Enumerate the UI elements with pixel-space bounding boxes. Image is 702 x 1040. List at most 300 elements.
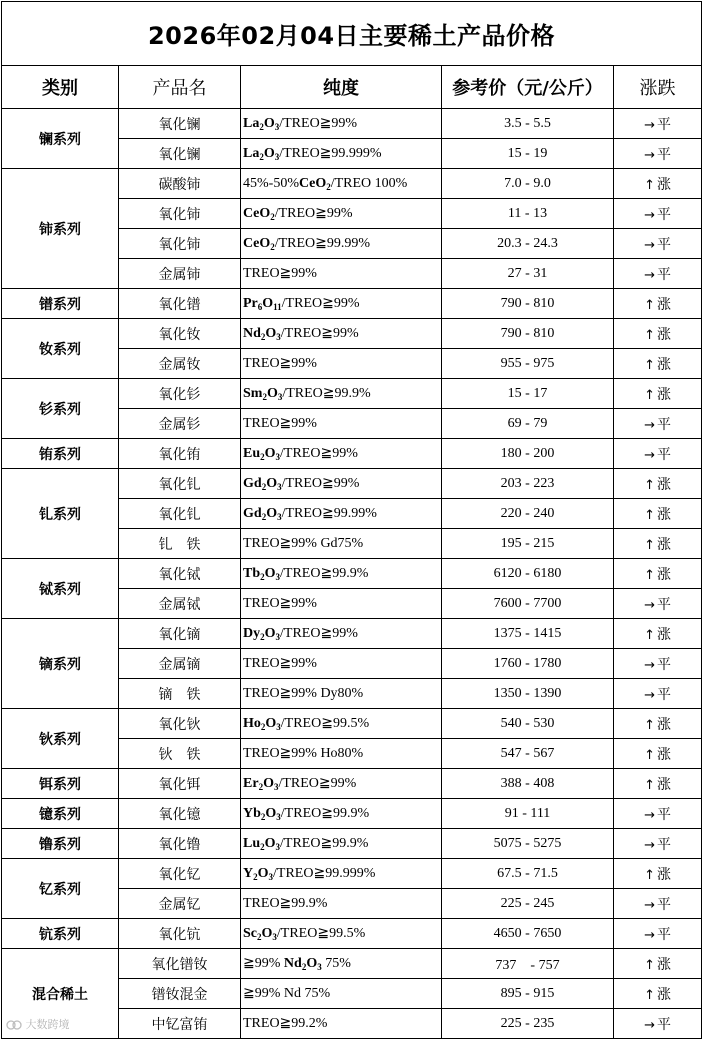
formula-subscript: 11 bbox=[273, 302, 282, 312]
right-arrow-icon: → bbox=[644, 447, 655, 463]
purity-text: /TREO≧99.999% bbox=[273, 866, 376, 881]
price-cell: 7600 - 7700 bbox=[442, 589, 614, 619]
price-cell: 955 - 975 bbox=[442, 349, 614, 379]
trend-cell bbox=[614, 829, 702, 859]
table-row bbox=[2, 379, 702, 409]
up-arrow-icon: ↑ bbox=[644, 357, 655, 373]
price-cell: 5075 - 5275 bbox=[442, 829, 614, 859]
category-cell: 钆系列 bbox=[2, 469, 119, 559]
table-header-row bbox=[2, 66, 702, 109]
purity-text: /TREO≧99% bbox=[279, 116, 358, 131]
price-cell: 180 - 200 bbox=[442, 439, 614, 469]
trend-cell bbox=[614, 859, 702, 889]
product-cell: 金属钕 bbox=[119, 349, 241, 379]
trend-label: 平 bbox=[656, 206, 671, 223]
table-row bbox=[2, 469, 702, 499]
trend-label: 涨 bbox=[656, 776, 671, 793]
trend-label: 平 bbox=[656, 896, 671, 913]
purity-text: TREO≧99.2% bbox=[243, 1016, 328, 1031]
category-cell: 镧系列 bbox=[2, 109, 119, 169]
category-cell: 混合稀土 bbox=[2, 949, 119, 1039]
price-cell: 203 - 223 bbox=[442, 469, 614, 499]
purity-cell bbox=[241, 109, 442, 139]
right-arrow-icon: → bbox=[644, 267, 655, 283]
trend-cell bbox=[614, 229, 702, 259]
formula-subscript: 3 bbox=[277, 392, 283, 402]
formula-symbol: Lu bbox=[243, 836, 261, 851]
product-cell: 氧化镧 bbox=[119, 139, 241, 169]
formula-subscript: 3 bbox=[277, 512, 282, 522]
header-purity: 纯度 bbox=[241, 66, 442, 109]
formula-symbol: O bbox=[263, 146, 275, 161]
formula-symbol: O bbox=[263, 116, 275, 131]
table-row bbox=[2, 769, 702, 799]
price-cell: 1350 - 1390 bbox=[442, 679, 614, 709]
formula-symbol: La bbox=[243, 146, 260, 161]
purity-text: TREO≧99% bbox=[243, 266, 317, 281]
formula-symbol: Eu bbox=[243, 446, 261, 461]
header-product: 产品名 bbox=[119, 66, 241, 109]
table-row bbox=[2, 169, 702, 199]
purity-text: /TREO≧99% bbox=[281, 296, 360, 311]
product-cell: 金属铈 bbox=[119, 259, 241, 289]
formula-subscript: 2 bbox=[260, 812, 266, 822]
formula-symbol: Y bbox=[243, 866, 254, 881]
purity-text: /TREO≧99.999% bbox=[279, 146, 382, 161]
price-cell: 91 - 111 bbox=[442, 799, 614, 829]
formula-subscript: 2 bbox=[260, 332, 266, 342]
trend-cell bbox=[614, 379, 702, 409]
price-cell: 69 - 79 bbox=[442, 409, 614, 439]
formula-symbol: CeO bbox=[243, 236, 271, 251]
formula-symbol: Nd bbox=[243, 326, 261, 341]
purity-cell bbox=[241, 889, 442, 919]
watermark-text: 大数跨境 bbox=[25, 1018, 70, 1031]
product-cell: 钬 铁 bbox=[119, 739, 241, 769]
table-row bbox=[2, 109, 702, 139]
category-cell: 镨系列 bbox=[2, 289, 119, 319]
table-row bbox=[2, 949, 702, 979]
price-cell: 225 - 235 bbox=[442, 1009, 614, 1039]
right-arrow-icon: → bbox=[644, 837, 655, 853]
category-cell: 铕系列 bbox=[2, 439, 119, 469]
purity-text: /TREO≧99% bbox=[274, 206, 353, 221]
purity-text: TREO≧99% Dy80% bbox=[243, 686, 364, 701]
trend-cell bbox=[614, 769, 702, 799]
product-cell: 氧化铒 bbox=[119, 769, 241, 799]
product-cell: 氧化铽 bbox=[119, 559, 241, 589]
formula-subscript: 2 bbox=[259, 122, 264, 132]
right-arrow-icon: → bbox=[644, 117, 655, 133]
right-arrow-icon: → bbox=[644, 807, 655, 823]
header-category: 类别 bbox=[2, 66, 119, 109]
product-cell: 氧化镨钕 bbox=[119, 949, 241, 979]
formula-subscript: 2 bbox=[326, 181, 331, 192]
trend-label: 涨 bbox=[656, 356, 671, 373]
purity-cell bbox=[241, 469, 442, 499]
table-row bbox=[2, 559, 702, 589]
product-cell: 氧化钬 bbox=[119, 709, 241, 739]
up-arrow-icon: ↑ bbox=[644, 717, 655, 733]
right-arrow-icon: → bbox=[644, 207, 655, 223]
purity-text: /TREO≧99.5% bbox=[280, 716, 370, 731]
trend-cell bbox=[614, 139, 702, 169]
trend-label: 平 bbox=[656, 116, 671, 133]
product-cell: 氧化镥 bbox=[119, 829, 241, 859]
table-row bbox=[2, 859, 702, 889]
product-cell: 氧化钪 bbox=[119, 919, 241, 949]
trend-label: 平 bbox=[656, 836, 671, 853]
product-cell: 金属铽 bbox=[119, 589, 241, 619]
trend-cell bbox=[614, 169, 702, 199]
trend-label: 涨 bbox=[656, 626, 671, 643]
price-cell: 737 - 757 bbox=[442, 949, 614, 979]
formula-subscript: 3 bbox=[277, 482, 282, 492]
price-cell: 547 - 567 bbox=[442, 739, 614, 769]
product-cell: 镨钕混金 bbox=[119, 979, 241, 1009]
price-cell: 15 - 17 bbox=[442, 379, 614, 409]
up-arrow-icon: ↑ bbox=[644, 747, 655, 763]
price-cell: 67.5 - 71.5 bbox=[442, 859, 614, 889]
formula-subscript: 3 bbox=[275, 632, 281, 642]
formula-symbol: Er bbox=[243, 776, 259, 791]
formula-symbol: CeO bbox=[299, 175, 327, 191]
product-cell: 金属钐 bbox=[119, 409, 241, 439]
trend-label: 涨 bbox=[656, 536, 671, 553]
table-row bbox=[2, 289, 702, 319]
table-row bbox=[2, 319, 702, 349]
formula-subscript: 2 bbox=[257, 932, 262, 942]
trend-cell bbox=[614, 349, 702, 379]
product-cell: 钆 铁 bbox=[119, 529, 241, 559]
trend-label: 涨 bbox=[656, 386, 671, 403]
product-cell: 氧化钕 bbox=[119, 319, 241, 349]
purity-cell bbox=[241, 619, 442, 649]
purity-cell bbox=[241, 229, 442, 259]
trend-label: 涨 bbox=[656, 716, 671, 733]
up-arrow-icon: ↑ bbox=[644, 867, 655, 883]
price-cell: 27 - 31 bbox=[442, 259, 614, 289]
up-arrow-icon: ↑ bbox=[644, 987, 655, 1003]
header-trend: 涨跌 bbox=[614, 66, 702, 109]
trend-label: 涨 bbox=[656, 296, 671, 313]
formula-subscript: 2 bbox=[258, 782, 264, 792]
trend-label: 涨 bbox=[656, 956, 671, 973]
category-cell: 镥系列 bbox=[2, 829, 119, 859]
price-cell: 11 - 13 bbox=[442, 199, 614, 229]
purity-text: ≧99% Nd 75% bbox=[243, 986, 331, 1001]
formula-symbol: O bbox=[265, 806, 277, 821]
formula-subscript: 2 bbox=[262, 392, 267, 402]
up-arrow-icon: ↑ bbox=[644, 537, 655, 553]
formula-subscript: 2 bbox=[260, 842, 265, 852]
product-cell: 中钇富铕 bbox=[119, 1009, 241, 1039]
purity-text: TREO≧99% bbox=[243, 656, 317, 671]
formula-symbol: Gd bbox=[243, 506, 262, 521]
category-cell: 铈系列 bbox=[2, 169, 119, 289]
formula-symbol: Pr bbox=[243, 296, 258, 311]
up-arrow-icon: ↑ bbox=[644, 177, 655, 193]
up-arrow-icon: ↑ bbox=[644, 297, 655, 313]
trend-cell bbox=[614, 409, 702, 439]
price-cell: 540 - 530 bbox=[442, 709, 614, 739]
purity-cell bbox=[241, 679, 442, 709]
product-cell: 氧化钆 bbox=[119, 499, 241, 529]
trend-cell bbox=[614, 439, 702, 469]
formula-symbol: Dy bbox=[243, 626, 261, 641]
purity-text: /TREO≧99.5% bbox=[276, 926, 366, 941]
product-cell: 氧化钐 bbox=[119, 379, 241, 409]
trend-cell bbox=[614, 1009, 702, 1039]
purity-cell bbox=[241, 829, 442, 859]
right-arrow-icon: → bbox=[644, 657, 655, 673]
price-cell: 220 - 240 bbox=[442, 499, 614, 529]
trend-cell bbox=[614, 199, 702, 229]
formula-symbol: O bbox=[264, 446, 276, 461]
trend-cell bbox=[614, 709, 702, 739]
price-cell: 895 - 915 bbox=[442, 979, 614, 1009]
category-cell: 钕系列 bbox=[2, 319, 119, 379]
purity-text: /TREO≧99% bbox=[278, 776, 357, 791]
trend-label: 平 bbox=[656, 446, 671, 463]
formula-symbol: Gd bbox=[243, 476, 262, 491]
price-cell: 15 - 19 bbox=[442, 139, 614, 169]
up-arrow-icon: ↑ bbox=[644, 777, 655, 793]
trend-cell bbox=[614, 319, 702, 349]
product-cell: 金属镝 bbox=[119, 649, 241, 679]
formula-subscript: 3 bbox=[276, 722, 281, 732]
product-cell: 碳酸铈 bbox=[119, 169, 241, 199]
trend-label: 涨 bbox=[656, 506, 671, 523]
purity-cell bbox=[241, 559, 442, 589]
purity-cell bbox=[241, 379, 442, 409]
trend-label: 平 bbox=[656, 926, 671, 943]
purity-text: /TREO≧99% bbox=[280, 326, 359, 341]
purity-cell bbox=[241, 649, 442, 679]
formula-subscript: 3 bbox=[317, 962, 322, 972]
purity-cell bbox=[241, 199, 442, 229]
up-arrow-icon: ↑ bbox=[644, 957, 655, 973]
price-cell: 3.5 - 5.5 bbox=[442, 109, 614, 139]
table-row bbox=[2, 829, 702, 859]
product-cell: 氧化镨 bbox=[119, 289, 241, 319]
purity-cell bbox=[241, 259, 442, 289]
trend-label: 平 bbox=[656, 1016, 671, 1033]
product-cell: 镝 铁 bbox=[119, 679, 241, 709]
price-cell: 4650 - 7650 bbox=[442, 919, 614, 949]
product-cell: 金属钇 bbox=[119, 889, 241, 919]
formula-symbol: Sc bbox=[243, 926, 257, 941]
trend-label: 平 bbox=[656, 266, 671, 283]
formula-symbol: O bbox=[264, 626, 276, 641]
formula-symbol: O bbox=[265, 716, 277, 731]
right-arrow-icon: → bbox=[644, 1017, 655, 1033]
formula-symbol: O bbox=[306, 956, 318, 971]
purity-text: ≧99% bbox=[243, 956, 284, 971]
table-row bbox=[2, 919, 702, 949]
purity-cell bbox=[241, 499, 442, 529]
formula-symbol: Sm bbox=[243, 386, 263, 401]
table-row bbox=[2, 709, 702, 739]
trend-label: 涨 bbox=[656, 866, 671, 883]
purity-text: /TREO≧99.9% bbox=[280, 566, 369, 581]
purity-text: /TREO≧99% bbox=[281, 476, 360, 491]
purity-cell bbox=[241, 289, 442, 319]
purity-cell bbox=[241, 769, 442, 799]
price-table bbox=[1, 1, 702, 1039]
purity-text: /TREO≧99.99% bbox=[274, 236, 371, 251]
price-cell: 1375 - 1415 bbox=[442, 619, 614, 649]
purity-text: /TREO≧99.99% bbox=[281, 506, 377, 521]
trend-cell bbox=[614, 799, 702, 829]
purity-cell bbox=[241, 139, 442, 169]
product-cell: 氧化镱 bbox=[119, 799, 241, 829]
trend-label: 涨 bbox=[656, 326, 671, 343]
table-row bbox=[2, 439, 702, 469]
right-arrow-icon: → bbox=[644, 237, 655, 253]
right-arrow-icon: → bbox=[644, 597, 655, 613]
formula-subscript: 2 bbox=[260, 632, 265, 642]
right-arrow-icon: → bbox=[644, 687, 655, 703]
trend-label: 平 bbox=[656, 146, 671, 163]
price-cell: 6120 - 6180 bbox=[442, 559, 614, 589]
formula-symbol: Yb bbox=[243, 806, 261, 821]
up-arrow-icon: ↑ bbox=[644, 477, 655, 493]
formula-subscript: 2 bbox=[261, 482, 267, 492]
purity-text: /TREO 100% bbox=[330, 175, 408, 191]
formula-symbol: O bbox=[266, 386, 278, 401]
formula-subscript: 2 bbox=[253, 872, 258, 882]
formula-symbol: CeO bbox=[243, 206, 271, 221]
purity-cell bbox=[241, 589, 442, 619]
formula-symbol: O bbox=[265, 326, 277, 341]
trend-cell bbox=[614, 499, 702, 529]
category-cell: 镱系列 bbox=[2, 799, 119, 829]
formula-symbol: O bbox=[266, 506, 278, 521]
table-row bbox=[2, 619, 702, 649]
header-price: 参考价（元/公斤） bbox=[442, 66, 614, 109]
category-cell: 钇系列 bbox=[2, 859, 119, 919]
purity-cell bbox=[241, 319, 442, 349]
formula-symbol: O bbox=[262, 296, 274, 311]
formula-subscript: 2 bbox=[270, 242, 275, 252]
category-cell: 钪系列 bbox=[2, 919, 119, 949]
formula-subscript: 3 bbox=[276, 332, 281, 342]
trend-cell bbox=[614, 289, 702, 319]
purity-text: TREO≧99% bbox=[243, 356, 317, 371]
formula-subscript: 3 bbox=[275, 572, 281, 582]
purity-cell bbox=[241, 979, 442, 1009]
formula-symbol: Ho bbox=[243, 716, 261, 731]
product-cell: 氧化铈 bbox=[119, 199, 241, 229]
category-cell: 钬系列 bbox=[2, 709, 119, 769]
formula-symbol: O bbox=[264, 566, 276, 581]
table-row bbox=[2, 799, 702, 829]
purity-cell bbox=[241, 859, 442, 889]
trend-label: 平 bbox=[656, 656, 671, 673]
trend-cell bbox=[614, 589, 702, 619]
purity-cell bbox=[241, 709, 442, 739]
trend-cell bbox=[614, 919, 702, 949]
formula-symbol: O bbox=[257, 866, 269, 881]
price-cell: 790 - 810 bbox=[442, 289, 614, 319]
purity-text: TREO≧99% bbox=[243, 596, 317, 611]
formula-symbol: O bbox=[263, 776, 274, 791]
formula-symbol: Tb bbox=[243, 566, 261, 581]
right-arrow-icon: → bbox=[644, 417, 655, 433]
formula-symbol: O bbox=[261, 926, 273, 941]
purity-text: TREO≧99% Gd75% bbox=[243, 536, 364, 551]
formula-subscript: 2 bbox=[260, 722, 266, 732]
product-cell: 氧化镧 bbox=[119, 109, 241, 139]
formula-subscript: 3 bbox=[275, 842, 281, 852]
formula-subscript: 2 bbox=[260, 452, 265, 462]
formula-subscript: 3 bbox=[274, 152, 280, 162]
product-cell: 氧化钇 bbox=[119, 859, 241, 889]
formula-symbol: La bbox=[243, 116, 260, 131]
purity-text: /TREO≧99% bbox=[280, 626, 358, 641]
price-cell: 1760 - 1780 bbox=[442, 649, 614, 679]
right-arrow-icon: → bbox=[644, 147, 655, 163]
trend-label: 平 bbox=[656, 686, 671, 703]
purity-text: 45%-50% bbox=[243, 175, 299, 191]
trend-label: 涨 bbox=[656, 476, 671, 493]
formula-subscript: 3 bbox=[275, 452, 281, 462]
purity-text: /TREO≧99.9% bbox=[282, 386, 371, 401]
trend-cell bbox=[614, 739, 702, 769]
purity-text: TREO≧99.9% bbox=[243, 896, 328, 911]
product-cell: 氧化镝 bbox=[119, 619, 241, 649]
purity-text: TREO≧99% bbox=[243, 416, 317, 431]
formula-symbol: O bbox=[264, 836, 276, 851]
formula-symbol: O bbox=[266, 476, 278, 491]
trend-cell bbox=[614, 679, 702, 709]
purity-cell bbox=[241, 439, 442, 469]
trend-label: 涨 bbox=[656, 746, 671, 763]
purity-text: /TREO≧99.9% bbox=[280, 806, 370, 821]
formula-subscript: 3 bbox=[274, 122, 280, 132]
category-cell: 铒系列 bbox=[2, 769, 119, 799]
purity-cell bbox=[241, 919, 442, 949]
formula-subscript: 2 bbox=[261, 512, 267, 522]
product-cell: 氧化钆 bbox=[119, 469, 241, 499]
formula-subscript: 2 bbox=[270, 212, 275, 222]
trend-cell bbox=[614, 889, 702, 919]
formula-subscript: 3 bbox=[268, 872, 274, 882]
purity-cell bbox=[241, 169, 442, 199]
price-cell: 225 - 245 bbox=[442, 889, 614, 919]
up-arrow-icon: ↑ bbox=[644, 507, 655, 523]
price-cell: 7.0 - 9.0 bbox=[442, 169, 614, 199]
formula-subscript: 3 bbox=[276, 812, 281, 822]
trend-cell bbox=[614, 979, 702, 1009]
price-cell: 388 - 408 bbox=[442, 769, 614, 799]
formula-subscript: 3 bbox=[272, 932, 277, 942]
purity-cell bbox=[241, 949, 442, 979]
purity-cell bbox=[241, 799, 442, 829]
up-arrow-icon: ↑ bbox=[644, 567, 655, 583]
table-body bbox=[2, 109, 702, 1039]
formula-subscript: 2 bbox=[301, 962, 307, 972]
price-cell: 20.3 - 24.3 bbox=[442, 229, 614, 259]
trend-cell bbox=[614, 649, 702, 679]
formula-subscript: 2 bbox=[259, 152, 264, 162]
purity-cell bbox=[241, 409, 442, 439]
category-cell: 铽系列 bbox=[2, 559, 119, 619]
price-cell: 790 - 810 bbox=[442, 319, 614, 349]
formula-subscript: 6 bbox=[257, 302, 263, 312]
trend-label: 平 bbox=[656, 596, 671, 613]
